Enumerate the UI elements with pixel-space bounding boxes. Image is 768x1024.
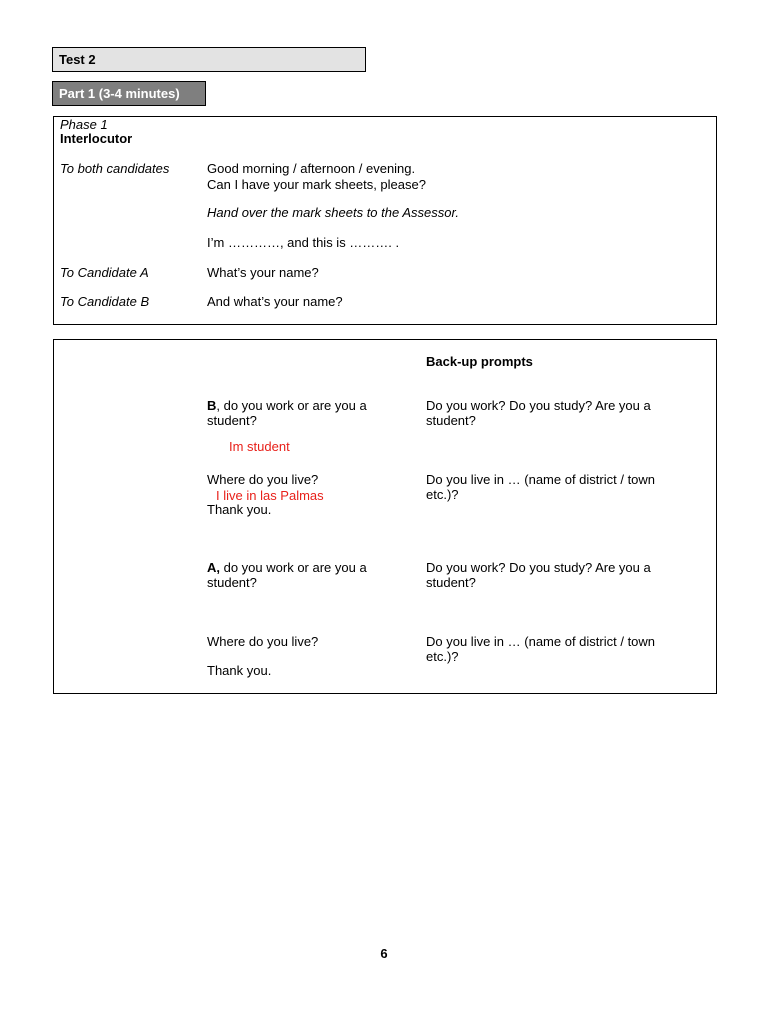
instruction-line: Hand over the mark sheets to the Assessor. (207, 205, 459, 220)
a-name: A, (207, 560, 220, 575)
a-where-question: Where do you live? (207, 634, 319, 649)
b-where-question: Where do you live? (207, 472, 319, 487)
phase-box (53, 116, 717, 325)
handwritten-answer-live: I live in las Palmas (216, 488, 324, 503)
a-thank-you: Thank you. (207, 663, 272, 678)
addressee-both: To both candidates (60, 161, 170, 176)
part-title: Part 1 (3-4 minutes) (52, 81, 206, 106)
backup-work-prompt-1-line2: student? (426, 413, 476, 428)
backup-work-prompt-2-line2: student? (426, 575, 476, 590)
a-work-question-line2: student? (207, 575, 257, 590)
b-name: B (207, 398, 217, 413)
backup-live-prompt-2-line2: etc.)? (426, 649, 459, 664)
b-thank-you: Thank you. (207, 502, 272, 517)
test-title: Test 2 (52, 47, 366, 72)
backup-prompts-header: Back-up prompts (426, 354, 533, 369)
backup-live-prompt-1-line2: etc.)? (426, 487, 459, 502)
b-work-question (207, 398, 367, 413)
b-work-question-line2: student? (207, 413, 257, 428)
b-question-rest: , do you work or are you a (216, 398, 367, 413)
backup-live-prompt-1: Do you live in … (name of district / town (426, 472, 656, 487)
name-question-b: And what’s your name? (207, 294, 343, 309)
introduction-line: I’m …………, and this is ………. . (207, 235, 400, 250)
addressee-a: To Candidate A (60, 265, 149, 280)
a-work-question (207, 560, 367, 575)
greeting-line: Good morning / afternoon / evening. (207, 161, 416, 176)
backup-work-prompt-1: Do you work? Do you study? Are you a (426, 398, 651, 413)
backup-work-prompt-2: Do you work? Do you study? Are you a (426, 560, 651, 575)
role-label: Interlocutor (60, 131, 133, 146)
addressee-b: To Candidate B (60, 294, 150, 309)
page-number: 6 (380, 946, 388, 961)
a-question-rest: do you work or are you a (220, 560, 367, 575)
mark-sheets-line: Can I have your mark sheets, please? (207, 177, 426, 192)
backup-live-prompt-2: Do you live in … (name of district / town (426, 634, 656, 649)
phase-label: Phase 1 (60, 117, 108, 132)
name-question-a: What’s your name? (207, 265, 319, 280)
handwritten-answer-work: Im student (229, 439, 290, 454)
